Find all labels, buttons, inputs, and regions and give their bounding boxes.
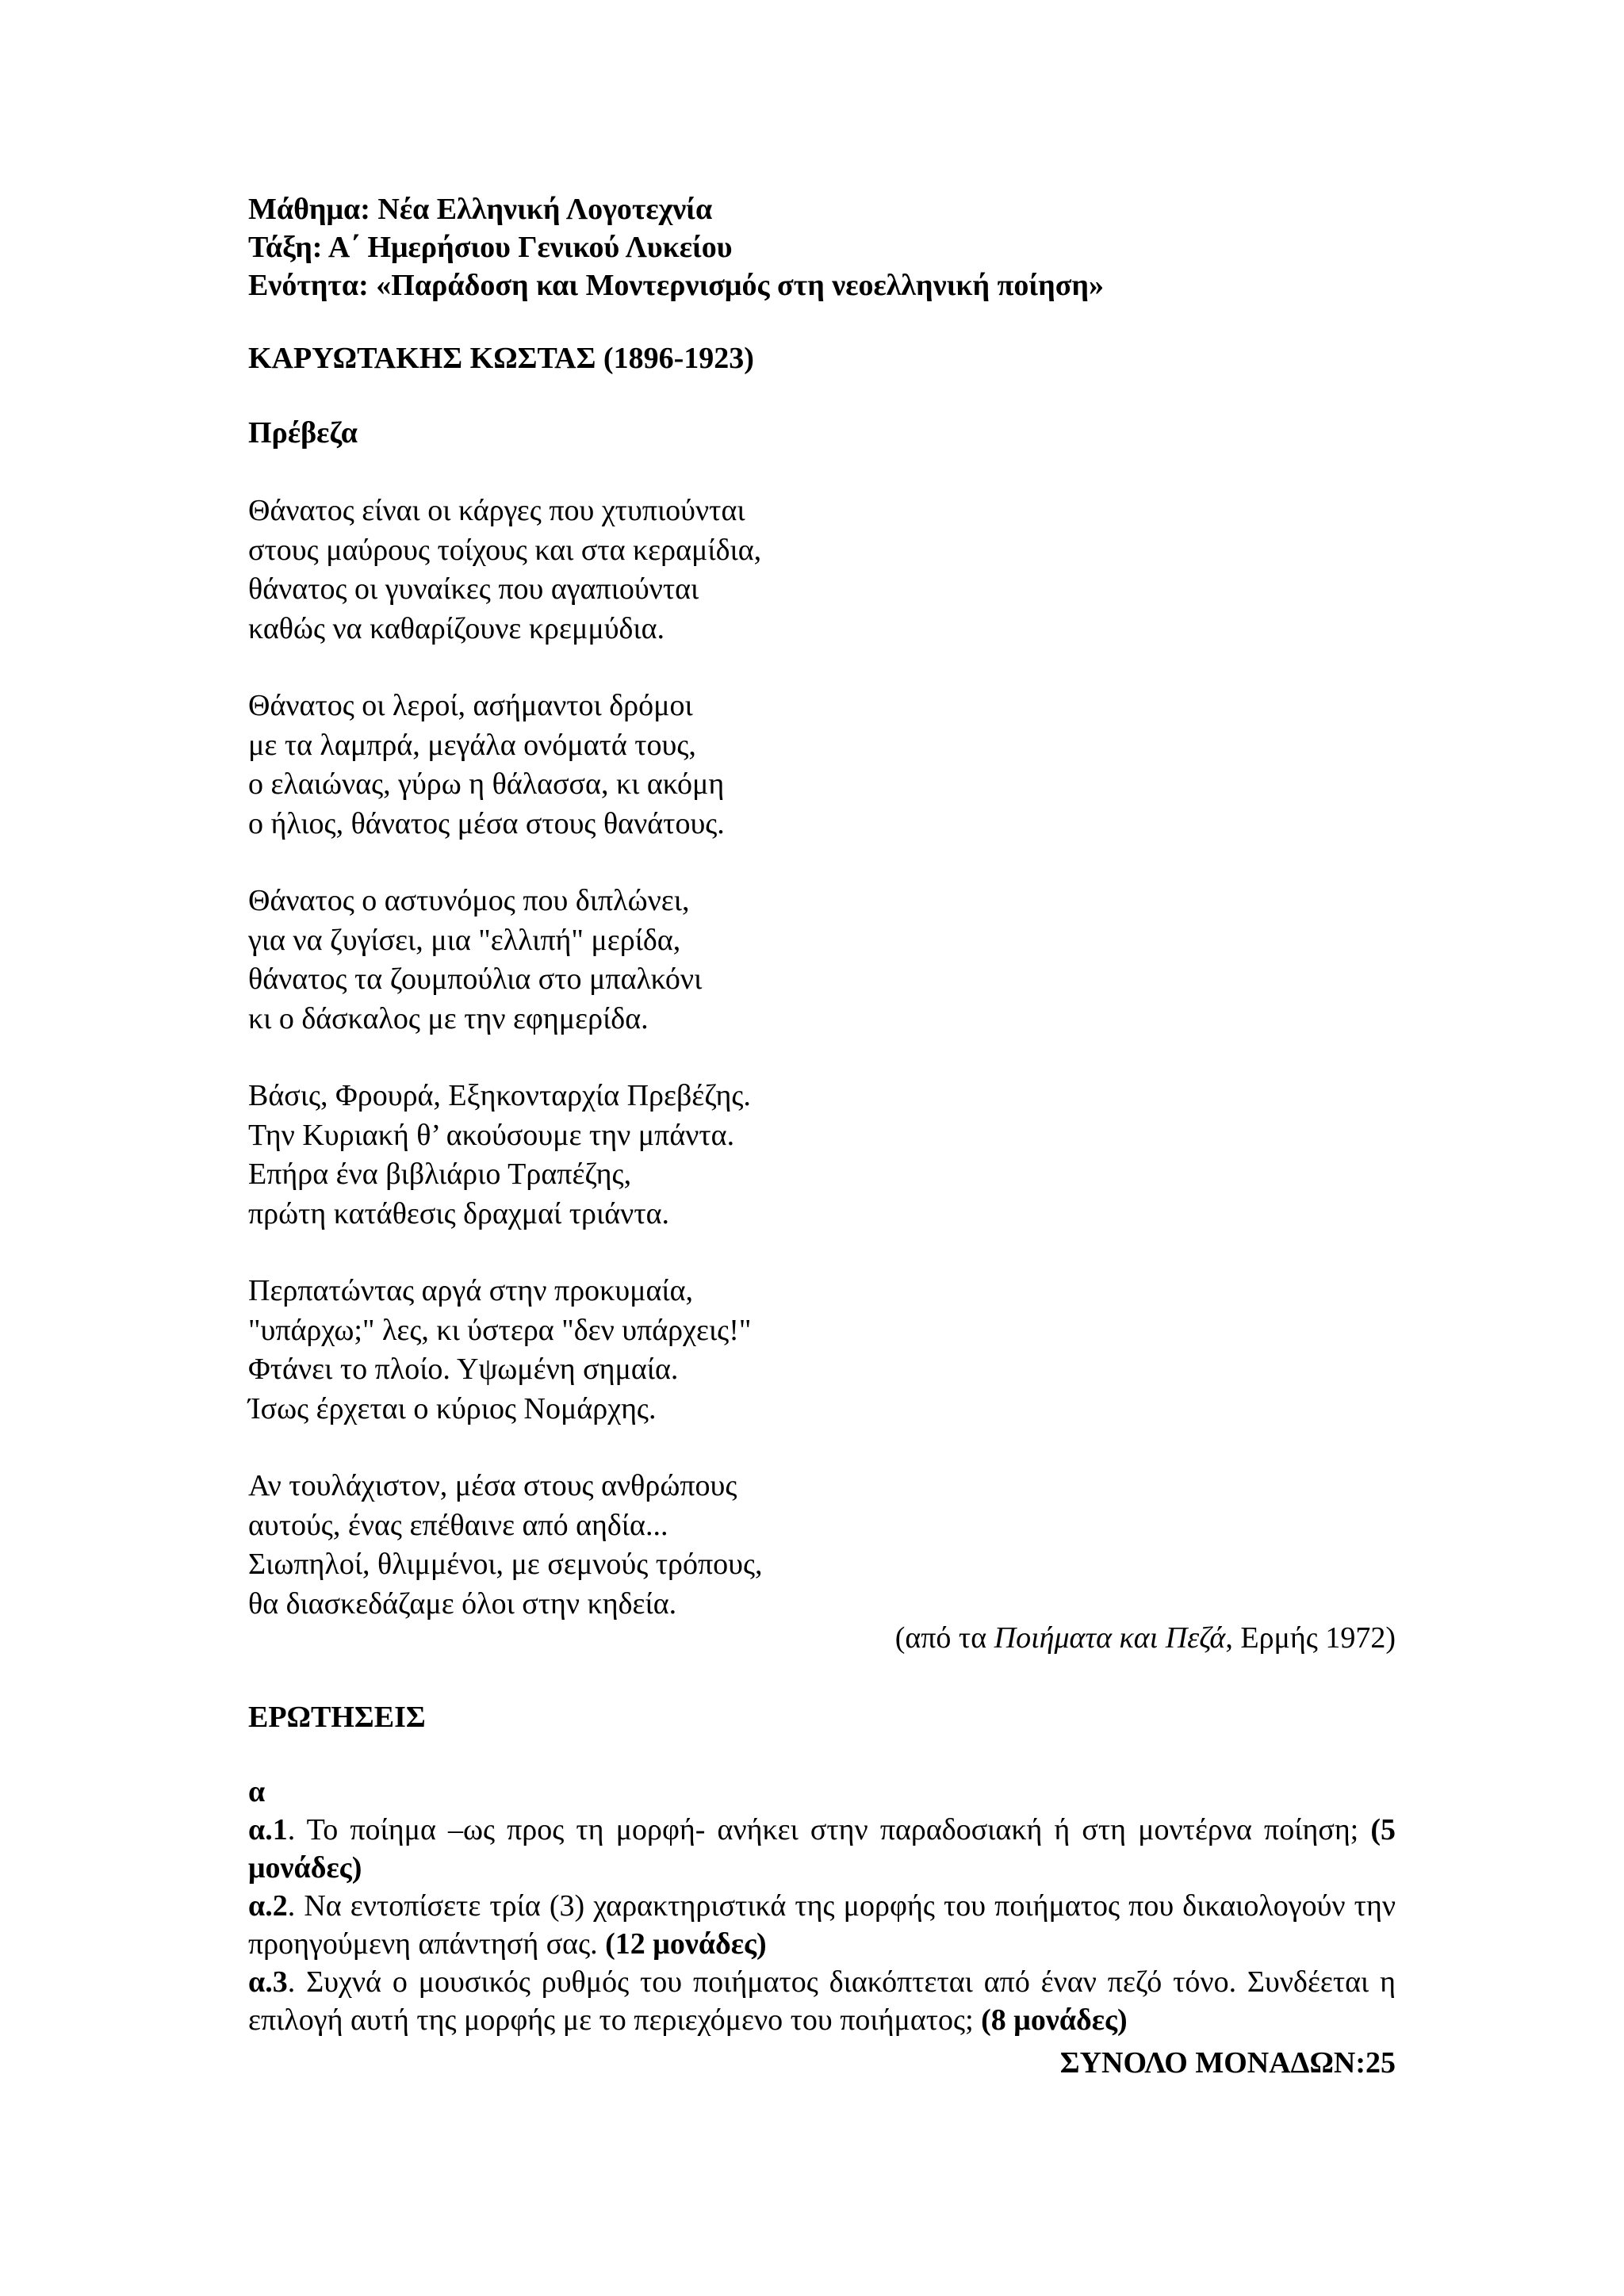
questions-list (248, 1811, 1396, 2039)
verse-line: θα διασκεδάζαμε όλοι στην κηδεία. (248, 1586, 677, 1621)
verse-line: πρώτη κατάθεσις δραχμαί τριάντα. (248, 1196, 669, 1230)
stanza (248, 1077, 1396, 1234)
stanza (248, 882, 1396, 1039)
question-number: α.2 (248, 1889, 288, 1923)
question-text: . Το ποίημα –ως προς τη μορφή- ανήκει στην παραδοσιακή ή στη μοντέρνα ποίηση; (287, 1813, 1371, 1846)
verse-line: Αν τουλάχιστον, μέσα στους ανθρώπους (248, 1469, 737, 1502)
question-text: . Συχνά ο μουσικός ρυθμός του ποιήματος διακόπτεται από έναν πεζό τόνο. Συνδέεται η επιλογή αυτή της μορφής με το περιεχόμενο του ποιήματος; (248, 1965, 1396, 2037)
poem-source (248, 1619, 1396, 1657)
verse-line: ο ελαιώνας, γύρω η θάλασσα, κι ακόμη (248, 767, 725, 801)
verse-line: κι ο δάσκαλος με την εφημερίδα. (248, 1001, 649, 1035)
poet-heading: ΚΑΡΥΩΤΑΚΗΣ ΚΩΣΤΑΣ (1896-1923) (248, 342, 754, 375)
question-number: α.3 (248, 1965, 288, 1999)
poem-title: Πρέβεζα (248, 416, 358, 450)
stanza (248, 1467, 1396, 1624)
verse-line: Σιωπηλοί, θλιμμένοι, με σεμνούς τρόπους, (248, 1548, 763, 1581)
verse-line: ο ήλιος, θάνατος μέσα στους θανάτους. (248, 806, 725, 840)
question-points: (12 μονάδες) (605, 1927, 767, 1961)
section-label: α (248, 1775, 266, 1808)
verse-line: αυτούς, ένας επέθαινε από αηδία... (248, 1508, 668, 1542)
document-header (248, 190, 1396, 304)
question-number: α.1 (248, 1813, 288, 1846)
question-text: . Να εντοπίσετε τρία (3) χαρακτηριστικά της μορφής του ποιήματος που δικαιολογούν την προηγούμενη απάντησή σας. (248, 1889, 1396, 1961)
verse-line: "υπάρχω;" λες, κι ύστερα "δεν υπάρχεις!" (248, 1313, 752, 1347)
verse-line: Θάνατος ο αστυνόμος που διπλώνει, (248, 884, 690, 917)
question-points: (5 μονάδες) (248, 1813, 1396, 1885)
verse-line: Βάσις, Φρουρά, Εξηκονταρχία Πρεβέζης. (248, 1079, 751, 1112)
question-item (248, 1887, 1396, 1963)
verse-line: Θάνατος οι λεροί, ασήμαντοι δρόμοι (248, 689, 693, 722)
verse-line: Θάνατος είναι οι κάργες που χτυπιούνται (248, 494, 745, 527)
stanza (248, 687, 1396, 844)
source-suffix: , Ερμής 1972) (1225, 1621, 1396, 1655)
verse-line: με τα λαμπρά, μεγάλα ονόματά τους, (248, 728, 696, 762)
source-prefix: (από τα (894, 1621, 994, 1655)
question-item (248, 1963, 1396, 2039)
unit-line: Ενότητα: «Παράδοση και Μοντερνισμός στη νεοελληνική ποίηση» (248, 269, 1104, 302)
question-points: (8 μονάδες) (981, 2003, 1128, 2037)
total-points: ΣΥΝΟΛΟ ΜΟΝΑΔΩΝ:25 (1059, 2046, 1396, 2080)
verse-line: καθώς να καθαρίζουνε κρεμμύδια. (248, 611, 665, 645)
class-line: Τάξη: Α΄ Ημερήσιου Γενικού Λυκείου (248, 231, 733, 264)
subject-line: Μάθημα: Νέα Ελληνική Λογοτεχνία (248, 193, 713, 226)
questions-heading: ΕΡΩΤΗΣΕΙΣ (248, 1701, 426, 1734)
verse-line: Ίσως έρχεται ο κύριος Νομάρχης. (248, 1391, 657, 1425)
source-book: Ποιήματα και Πεζά (994, 1621, 1226, 1655)
verse-line: για να ζυγίσει, μια "ελλιπή" μερίδα, (248, 923, 681, 957)
stanza (248, 492, 1396, 649)
verse-line: Την Κυριακή θ’ ακούσουμε την μπάντα. (248, 1118, 735, 1152)
stanza (248, 1272, 1396, 1429)
document-page (248, 190, 1396, 2082)
verse-line: στους μαύρους τοίχους και στα κεραμίδια, (248, 533, 762, 567)
verse-line: Φτάνει το πλοίο. Υψωμένη σημαία. (248, 1353, 679, 1386)
verse-line: θάνατος οι γυναίκες που αγαπιούνται (248, 572, 699, 606)
verse-line: Επήρα ένα βιβλιάριο Τραπέζης, (248, 1158, 632, 1191)
verse-line: Περπατώντας αργά στην προκυμαία, (248, 1274, 694, 1307)
verse-line: θάνατος τα ζουμπούλια στο μπαλκόνι (248, 962, 703, 996)
poem-body (248, 492, 1396, 1624)
question-item (248, 1811, 1396, 1887)
